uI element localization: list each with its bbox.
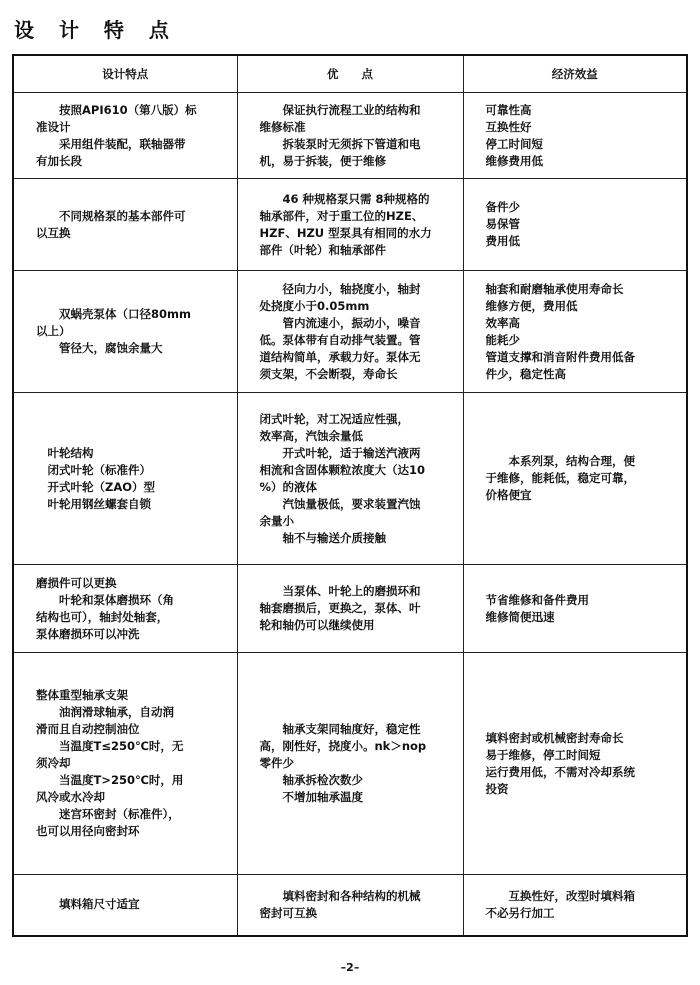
cell-line: 迷宫环密封（标准件），: [36, 807, 180, 821]
cell-line: 轴不与输送介质接触: [259, 530, 386, 545]
cell-line: 本系列泵，结构合理，便: [485, 454, 635, 468]
cell-line: 以互换: [36, 225, 71, 240]
cell-line: 叶轮和泵体磨损环（角: [36, 592, 174, 607]
cell-line: 维修简便迅速: [485, 609, 555, 624]
benefit-cell: [463, 565, 687, 653]
table-row: [13, 565, 687, 653]
cell-line: 费用低: [485, 234, 520, 248]
cell-line: 径向力小，轴挠度小，轴封: [259, 281, 421, 296]
cell-line: 停工时间短: [485, 136, 543, 151]
benefit-cell: [463, 875, 687, 936]
cell-line: 效率高: [485, 315, 520, 330]
cell-line: 互换性好，改型时填料箱: [485, 888, 635, 903]
advantage-cell: [237, 393, 463, 565]
cell-line: 当泵体、叶轮上的磨损环和: [259, 584, 421, 598]
cell-line: 投资: [485, 781, 509, 796]
cell-line: 当温度T≤250℃时，无: [36, 739, 184, 753]
cell-line: 不增加轴承温度: [259, 790, 363, 804]
cell-line: 填料密封或机械密封寿命长: [485, 730, 624, 745]
cell-line: 运行费用低，不需对冷却系统: [485, 764, 635, 779]
cell-line: 管道支撑和消音附件费用低备: [485, 349, 635, 364]
cell-line: 处挠度小于0.05mm: [259, 298, 370, 313]
cell-line: 节省维修和备件费用: [485, 592, 589, 607]
cell-line: 整体重型轴承支架: [36, 688, 128, 702]
advantage-cell: [237, 93, 463, 179]
cell-line: 汽蚀量极低，要求装置汽蚀: [259, 496, 421, 511]
cell-line: 轴承部件，对于重工位的HZE、: [259, 208, 424, 223]
table-row: [13, 271, 687, 393]
feature-cell: [13, 875, 237, 936]
advantage-cell: [237, 179, 463, 271]
advantage-cell: [237, 565, 463, 653]
cell-line: 轴承拆检次数少: [259, 773, 363, 787]
cell-line: 于维修，能耗低，稳定可靠，: [485, 471, 635, 485]
cell-line: 滑而且自动控制油位: [36, 722, 140, 736]
cell-line: 叶轮用钢丝螺套自锁: [36, 496, 151, 511]
cell-line: 双蜗壳泵体（口径80mm: [36, 307, 191, 321]
feature-cell: [13, 179, 237, 271]
cell-line: 维修标准: [259, 119, 306, 134]
feature-cell: [13, 271, 237, 393]
cell-line: 易保管: [485, 217, 520, 231]
table-row: [13, 179, 687, 271]
cell-line: 道结构简单，承载力好。泵体无: [259, 349, 421, 364]
header-design-feature: 设计特点: [13, 55, 237, 93]
cell-line: 不同规格泵的基本部件可: [36, 208, 186, 223]
cell-line: 准设计: [36, 119, 71, 134]
cell-line: 拆装泵时无须拆下管道和电: [259, 136, 421, 151]
cell-line: 有加长段: [36, 153, 82, 168]
design-features-table: [12, 54, 688, 937]
cell-line: 机，易于拆装，便于维修: [259, 153, 386, 168]
cell-line: %）的液体: [259, 479, 318, 494]
cell-line: 开式叶轮，适于输送汽液两: [259, 445, 421, 460]
cell-line: 闭式叶轮（标准件）: [36, 462, 151, 477]
cell-line: 易于维修，停工时间短: [485, 747, 601, 762]
benefit-cell: [463, 93, 687, 179]
cell-line: 管内流速小，振动小，噪音: [259, 315, 421, 330]
cell-line: 维修方便，费用低: [485, 298, 578, 313]
advantage-cell: [237, 653, 463, 875]
table-row: [13, 653, 687, 875]
cell-line: 填料箱尺寸适宜: [36, 897, 140, 912]
cell-line: HZF、HZU 型泵具有相同的水力: [259, 225, 432, 240]
feature-cell: [13, 565, 237, 653]
cell-line: 管径大，腐蚀余量大: [36, 341, 163, 355]
header-advantage: 优 点: [237, 55, 463, 93]
cell-line: 叶轮结构: [36, 445, 94, 460]
page-number: –2–: [340, 961, 360, 974]
cell-line: 不必另行加工: [485, 905, 555, 920]
cell-line: 轴套磨损后，更换之，泵体、叶: [259, 601, 421, 615]
benefit-cell: [463, 271, 687, 393]
header-economic-benefit: 经济效益: [463, 55, 687, 93]
cell-line: 须冷却: [36, 756, 71, 770]
table-header-row: [13, 55, 687, 93]
cell-line: 价格便宜: [485, 488, 532, 502]
cell-line: 密封可互换: [259, 905, 317, 920]
cell-line: 件少，稳定性高: [485, 366, 566, 381]
cell-line: 46 种规格泵只需 8种规格的: [259, 191, 430, 206]
cell-line: 泵体磨损环可以冲洗: [36, 626, 140, 641]
cell-line: 效率高，汽蚀余量低: [259, 428, 363, 443]
cell-line: 余量小: [259, 513, 294, 528]
cell-line: 保证执行流程工业的结构和: [259, 102, 421, 117]
advantage-cell: [237, 271, 463, 393]
benefit-cell: [463, 653, 687, 875]
cell-line: 以上）: [36, 324, 71, 338]
table-row: [13, 93, 687, 179]
benefit-cell: [463, 393, 687, 565]
cell-line: 轴承支架同轴度好，稳定性: [259, 722, 421, 736]
cell-line: 相流和含固体颗粒浓度大（达10: [259, 462, 426, 477]
cell-line: 互换性好: [485, 119, 532, 134]
cell-line: 维修费用低: [485, 153, 543, 168]
cell-line: 部件（叶轮）和轴承部件: [259, 242, 386, 257]
cell-line: 开式叶轮（ZAO）型: [36, 479, 156, 494]
advantage-cell: [237, 875, 463, 936]
benefit-cell: [463, 179, 687, 271]
cell-line: 油润滑球轴承，自动润: [36, 705, 174, 719]
cell-line: 须支架，不会断裂，寿命长: [259, 366, 398, 381]
feature-cell: [13, 653, 237, 875]
cell-line: 零件少: [259, 756, 294, 770]
cell-line: 高，刚性好，挠度小。nk＞nop: [259, 739, 427, 753]
cell-line: 备件少: [485, 200, 520, 214]
cell-line: 结构也可），轴封处轴套，: [36, 609, 169, 624]
table-row: [13, 393, 687, 565]
cell-line: 低。泵体带有自动排气装置。管: [259, 332, 421, 347]
cell-line: 轮和轴仍可以继续使用: [259, 618, 375, 632]
feature-cell: [13, 93, 237, 179]
feature-cell: [13, 393, 237, 565]
cell-line: 填料密封和各种结构的机械: [259, 888, 421, 903]
cell-line: 采用组件装配，联轴器带: [36, 136, 186, 151]
cell-line: 可靠性高: [485, 102, 532, 117]
cell-line: 能耗少: [485, 332, 520, 347]
cell-line: 也可以用径向密封环: [36, 824, 140, 838]
table-row: [13, 875, 687, 936]
page-title: 设 计 特 点: [14, 18, 178, 42]
cell-line: 风冷或水冷却: [36, 790, 105, 804]
cell-line: 轴套和耐磨轴承使用寿命长: [485, 281, 624, 296]
cell-line: 闭式叶轮，对工况适应性强，: [259, 411, 409, 426]
cell-line: 当温度T>250℃时，用: [36, 773, 184, 787]
cell-line: 按照API610（第八版）标: [36, 102, 197, 117]
cell-line: 磨损件可以更换: [36, 575, 117, 590]
